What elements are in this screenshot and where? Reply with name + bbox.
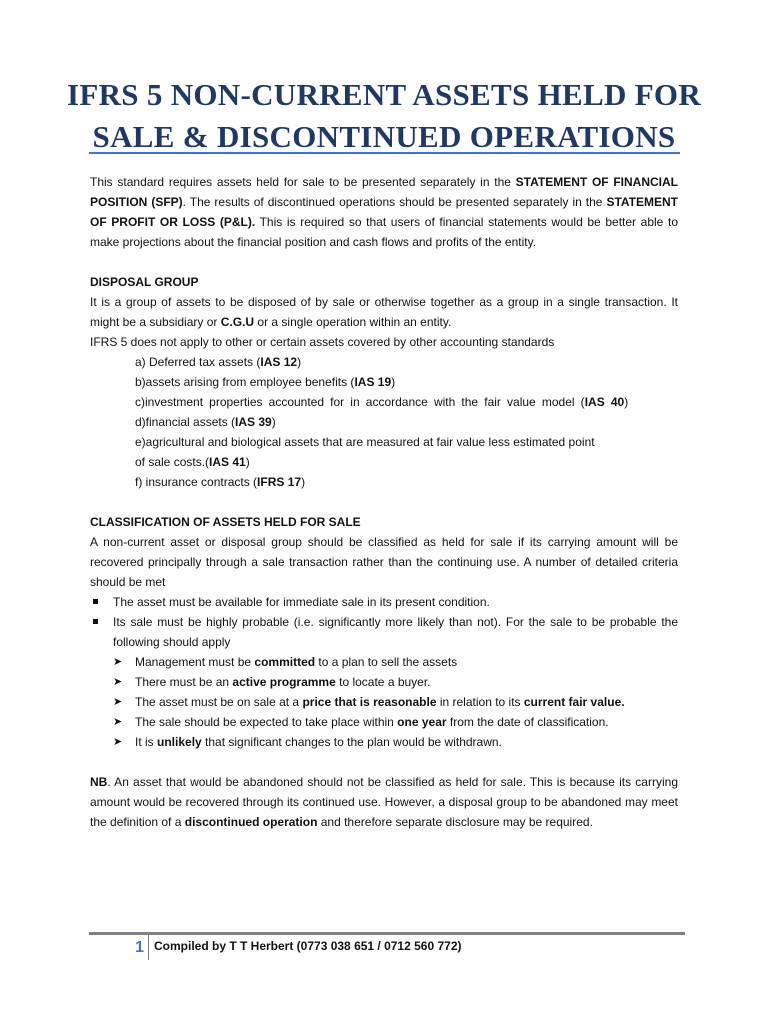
page-number: 1 [135, 939, 144, 956]
disposal-text-1: It is a group of assets to be disposed of by sale or otherwise together as a group in a single transaction. It might be a subsidiary or [90, 295, 678, 329]
title-line-2: SALE & DISCONTINUED OPERATIONS [92, 119, 676, 154]
intro-pl-term: STATEMENT OF PROFIT OR LOSS (P&L). [90, 195, 678, 229]
classification-paragraph: A non-current asset or disposal group should be classified as held for sale if its carrying amount will be recovered principally through a sale transaction rather than the continuing use. A number of detailed criteria should be met [90, 535, 678, 589]
nb-text-2: and therefore separate disclosure may be required. [317, 815, 593, 829]
square-bullet-icon [90, 592, 113, 612]
page-title [60, 74, 708, 158]
exclusion-item: e)agricultural and biological assets that are measured at fair value less estimated point [135, 435, 595, 449]
cgu-term: C.G.U [220, 315, 255, 329]
disposal-heading-text: DISPOSAL GROUP [90, 275, 199, 289]
criteria-item: ➤ Management must be committed to a plan to sell the assets [90, 652, 678, 672]
footer-divider [89, 932, 685, 935]
disposal-text-2: or a single operation within an entity. [254, 315, 452, 329]
bullet-text: Its sale must be highly probable (i.e. significantly more likely than not). For the sale to be probable the following should apply [113, 615, 678, 649]
criteria-item: ➤ It is unlikely that significant changes to the plan would be withdrawn. [90, 732, 678, 752]
intro-text-3: This is required so that users of financial statements would be better able to make projections about the financial position and cash flows and profits of the entity. [90, 215, 678, 249]
arrow-bullet-icon: ➤ [113, 736, 123, 748]
exclusion-item: of sale costs.(IAS 41) [135, 455, 250, 469]
list-item [90, 592, 678, 612]
intro-paragraph [90, 172, 678, 252]
exclusion-item: c)investment properties accounted for in accordance with the fair value model (IAS 40) [135, 395, 629, 409]
criteria-item: ➤ The sale should be expected to take place within one year from the date of classification. [90, 712, 678, 732]
nb-label: NB [90, 775, 108, 789]
exclusion-item: d)financial assets (IAS 39) [135, 415, 276, 429]
intro-text-1: This standard requires assets held for sale to be presented separately in the [90, 175, 516, 189]
title-line-1: IFRS 5 NON-CURRENT ASSETS HELD FOR [66, 77, 702, 112]
footer-separator [148, 934, 149, 960]
arrow-bullet-icon: ➤ [113, 676, 123, 688]
arrow-bullet-icon: ➤ [113, 696, 123, 708]
discontinued-operation-term: discontinued operation [184, 815, 318, 829]
footer-credit: Compiled by T T Herbert (0773 038 651 / 0712 560 772) [154, 939, 462, 953]
criteria-item: ➤ There must be an active programme to locate a buyer. [90, 672, 678, 692]
intro-sfp-term: STATEMENT OF FINANCIAL POSITION (SFP) [90, 175, 678, 209]
intro-text-2: . The results of discontinued operations should be presented separately in the [182, 195, 607, 209]
nb-paragraph [90, 772, 678, 832]
ifrs5-scope-text: IFRS 5 does not apply to other or certain assets covered by other accounting standards [90, 335, 555, 349]
document-body [90, 172, 678, 832]
classification-heading [90, 512, 678, 532]
title-divider [89, 152, 680, 154]
exclusion-item: b)assets arising from employee benefits (IAS 19) [135, 375, 396, 389]
exclusion-item: f) insurance contracts (IFRS 17) [135, 475, 306, 489]
arrow-bullet-icon: ➤ [113, 656, 123, 668]
list-item [90, 612, 678, 652]
criteria-item: ➤ The asset must be on sale at a price that is reasonable in relation to its current fair value. [90, 692, 678, 712]
exclusion-item: a) Deferred tax assets (IAS 12) [135, 355, 302, 369]
disposal-heading [90, 272, 678, 292]
bullet-text: The asset must be available for immediate sale in its present condition. [113, 595, 490, 609]
nb-text-1: . An asset that would be abandoned should not be classified as held for sale. This is because its carrying amount would be recovered through its continued use. However, a disposal group to be abandoned may meet the definition of a [90, 775, 678, 829]
arrow-bullet-icon: ➤ [113, 716, 123, 728]
classification-heading-text: CLASSIFICATION OF ASSETS HELD FOR SALE [90, 515, 361, 529]
square-bullet-icon [90, 612, 113, 652]
disposal-paragraph [90, 292, 678, 332]
